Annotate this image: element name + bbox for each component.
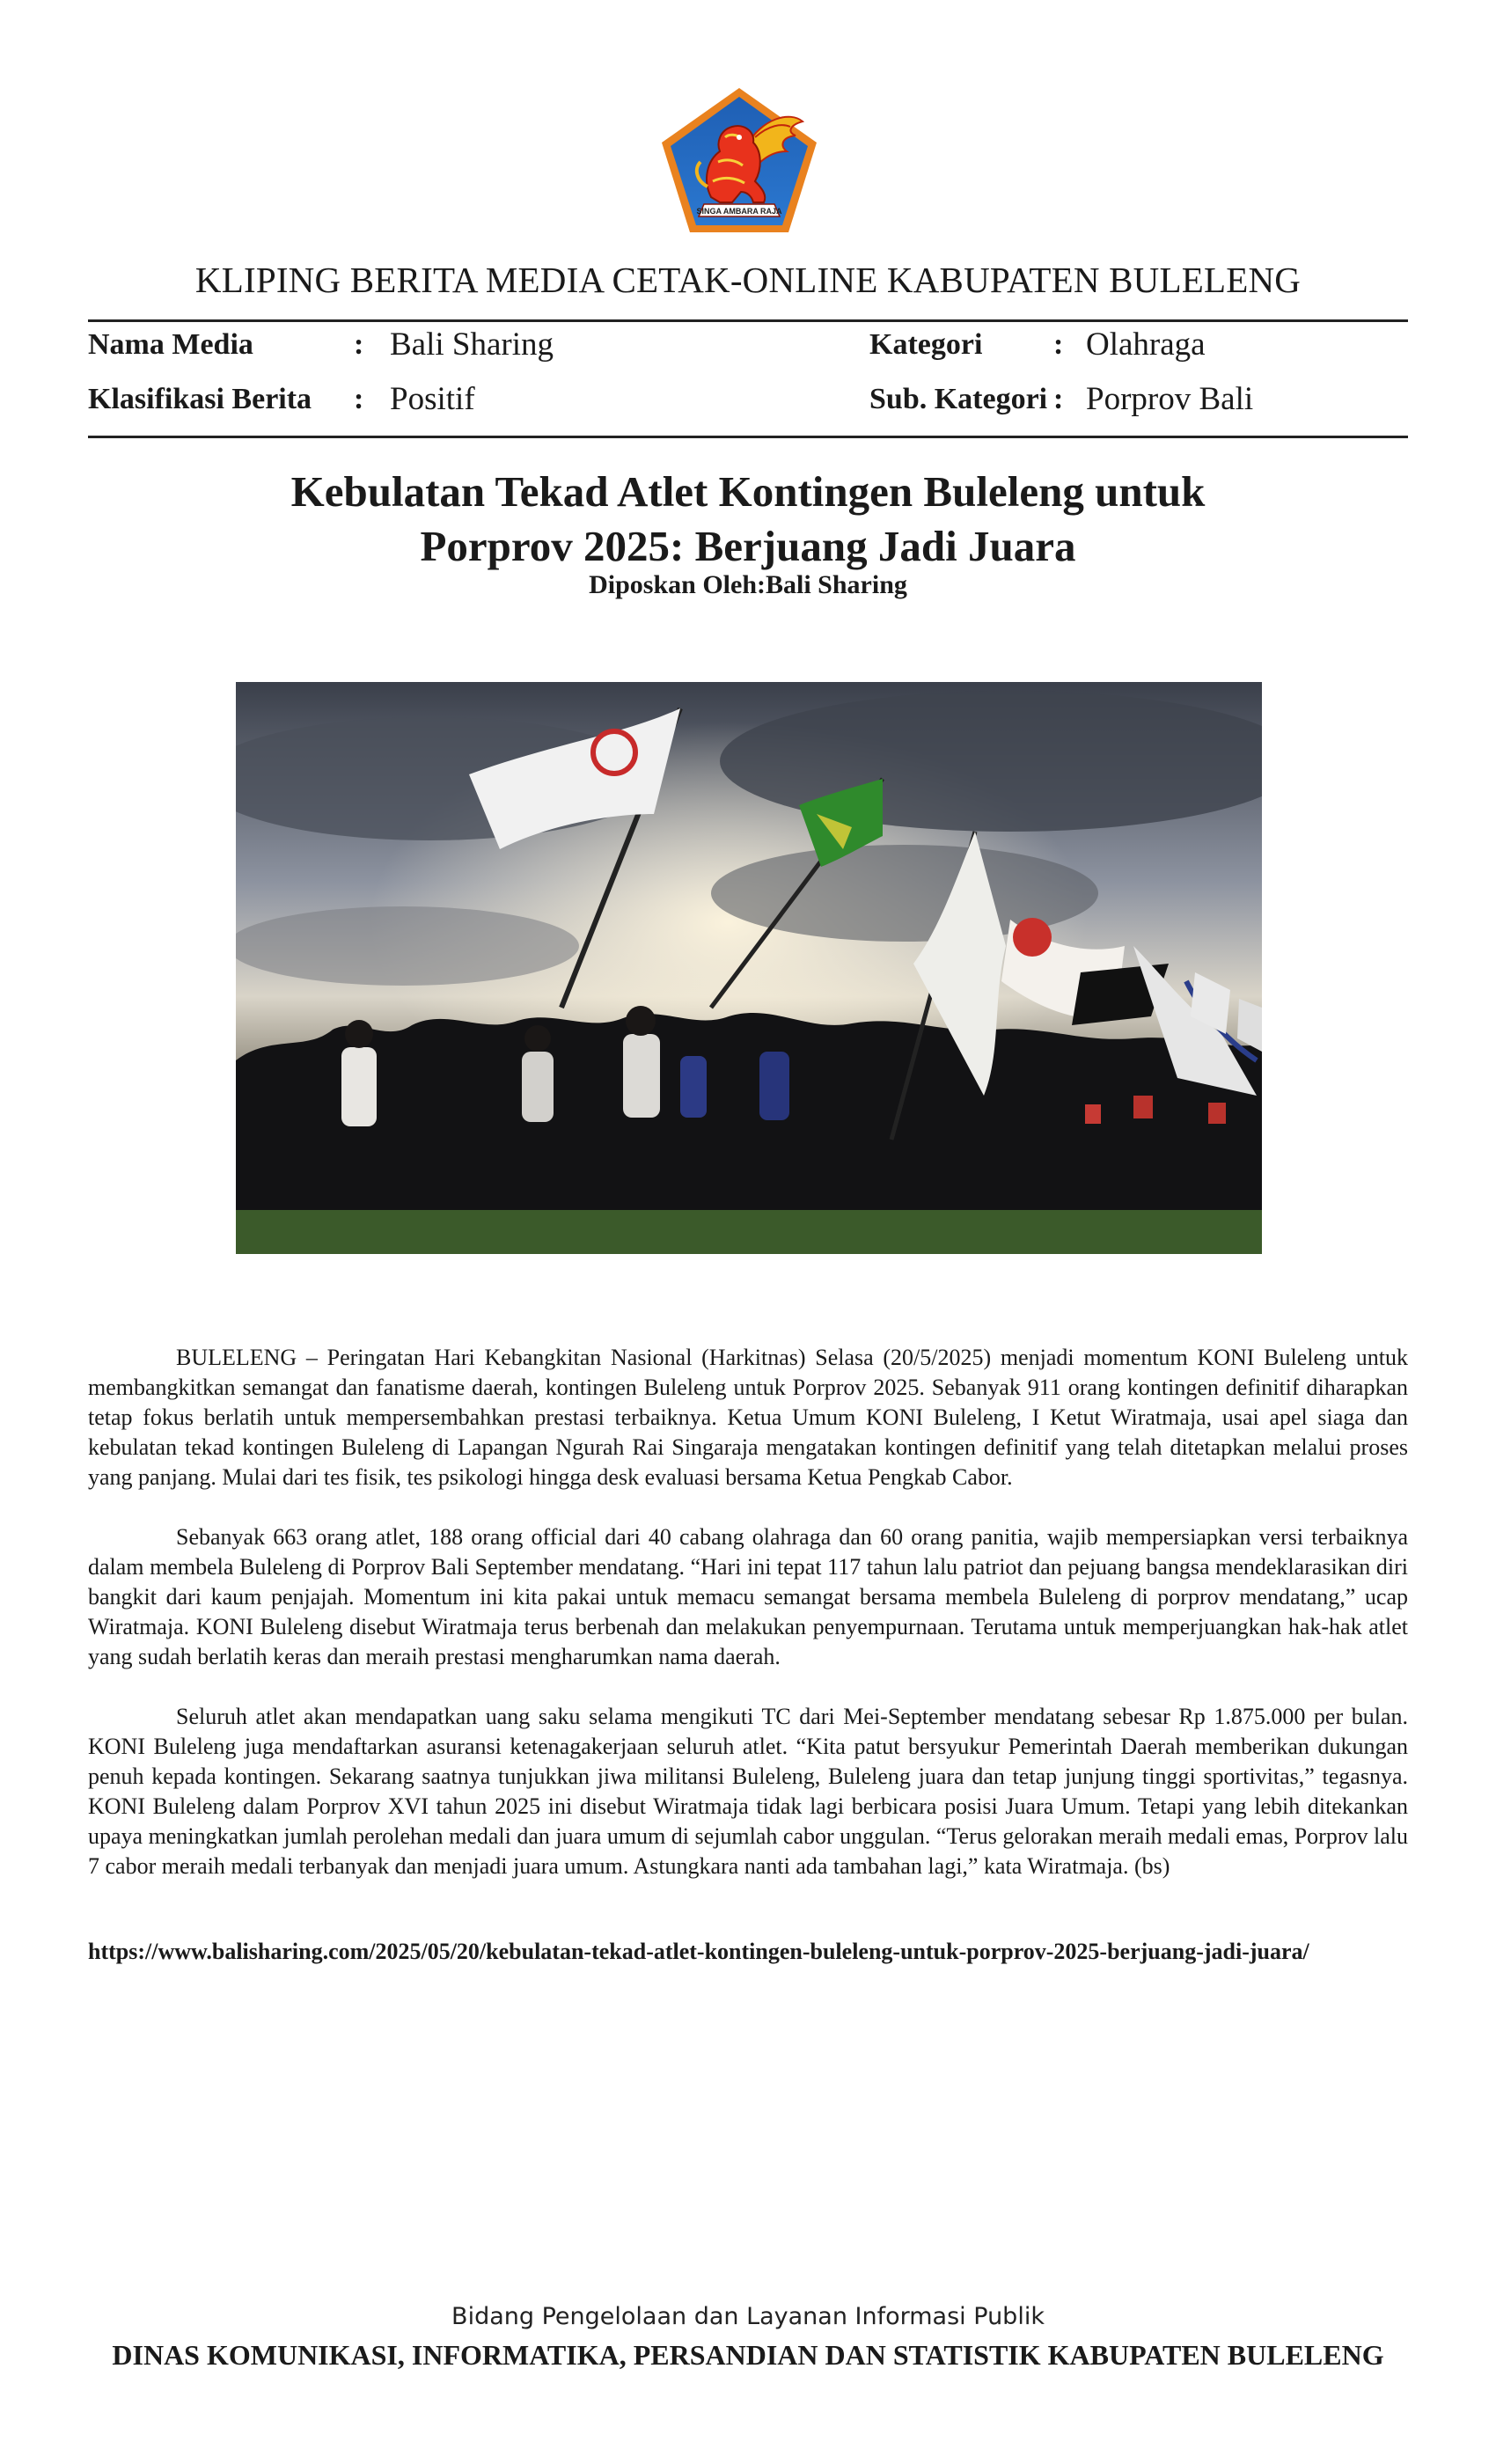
header-rule-bottom	[88, 436, 1408, 438]
article-paragraph-1: BULELENG – Peringatan Hari Kebangkitan Nasional (Harkitnas) Selasa (20/5/2025) menjadi momentum KONI Buleleng untuk membangkitkan semangat dan fanatisme daerah, kontingen Buleleng untuk Porprov 2025. Sebanyak 911 orang kontingen definitif diharapkan tetap fokus berlatih untuk mempersembahkan prestasi terbaiknya. Ketua Umum KONI Buleleng, I Ketut Wiratmaja, usai apel siaga dan kebulatan tekad kontingen Buleleng di Lapangan Ngurah Rai Singaraja mengatakan kontingen definitif yang telah ditetapkan melalui proses yang panjang. Mulai dari tes fisik, tes psikologi hingga desk evaluasi bersama Ketua Pengkab Cabor.	[88, 1345, 1408, 1490]
headline-line-2: Porprov 2025: Berjuang Jadi Juara	[420, 522, 1076, 570]
article-body	[88, 1343, 1408, 1911]
emblem-motto: SINGA AMBARA RAJA	[696, 207, 782, 216]
media-name-label: Nama Media	[88, 328, 253, 361]
category-value: Olahraga	[1086, 326, 1206, 363]
subcategory-label: Sub. Kategori	[869, 383, 1048, 415]
article-paragraph-3: Seluruh atlet akan mendapatkan uang saku selama mengikuti TC dari Mei-September mendatang sebesar Rp 1.875.000 per bulan. KONI Buleleng juga mendaftarkan asuransi ketenagakerjaan seluruh atlet. “Kita patut bersyukur Pemerintah Daerah memberikan dukungan penuh kepada kontingen. Sekarang saatnya tunjukkan jiwa militansi Buleleng, Buleleng juara dan tetap junjung tinggi sportivitas,” tegasnya. KONI Buleleng dalam Porprov XVI tahun 2025 ini disebut Wiratmaja tidak lagi berbicara posisi Juara Umum. Tetapi yang lebih ditekankan upaya meningkatkan jumlah perolehan medali dan juara umum di sejumlah cabor unggulan. “Terus gelorakan meraih medali emas, Porprov lalu 7 cabor meraih medali terbanyak dan menjadi juara umum. Astungkara nanti ada tambahan lagi,” kata Wiratmaja. (bs)	[88, 1704, 1408, 1879]
header-rule-top	[88, 319, 1408, 322]
media-name-value: Bali Sharing	[390, 326, 554, 363]
subcategory-colon: :	[1053, 383, 1064, 415]
category-label: Kategori	[869, 328, 983, 361]
document-title: KLIPING BERITA MEDIA CETAK-ONLINE KABUPATEN BULELENG	[194, 260, 1302, 300]
source-url-link[interactable]: https://www.balisharing.com/2025/05/20/kebulatan-tekad-atlet-kontingen-buleleng-untuk-porprov-2025-berjuang-jadi-juara/	[88, 1939, 1309, 1964]
footer-agency: DINAS KOMUNIKASI, INFORMATIKA, PERSANDIAN DAN STATISTIK KABUPATEN BULELENG	[112, 2339, 1384, 2371]
buleleng-regency-emblem	[658, 84, 820, 236]
article-byline: Diposkan Oleh:Bali Sharing	[589, 570, 907, 599]
article-paragraph-2: Sebanyak 663 orang atlet, 188 orang official dari 40 cabang olahraga dan 60 orang panitia, wajib mempersiapkan versi terbaiknya dalam membela Buleleng di Porprov Bali September mendatang. “Hari ini tepat 117 tahun lalu patriot dan pejuang bangsa mendeklarasikan diri bangkit dari kaum penjajah. Momentum ini kita pakai untuk memacu semangat bersama membela Buleleng di porprov mendatang,” ucap Wiratmaja. KONI Buleleng disebut Wiratmaja terus berbenah dan melakukan penyempurnaan. Terutama untuk memperjuangkan hak-hak atlet yang sudah berlatih keras dan meraih prestasi mengharumkan nama daerah.	[88, 1524, 1408, 1669]
headline-line-1: Kebulatan Tekad Atlet Kontingen Buleleng untuk	[290, 467, 1206, 516]
subcategory-value: Porprov Bali	[1086, 381, 1254, 417]
media-name-colon: :	[354, 328, 364, 361]
category-colon: :	[1053, 328, 1064, 361]
classification-value: Positif	[390, 381, 475, 417]
classification-label: Klasifikasi Berita	[88, 383, 312, 415]
article-photo	[236, 682, 1262, 1254]
classification-colon: :	[354, 383, 364, 415]
article-headline	[132, 465, 1364, 574]
footer-department: Bidang Pengelolaan dan Layanan Informasi Publik	[451, 2303, 1045, 2330]
